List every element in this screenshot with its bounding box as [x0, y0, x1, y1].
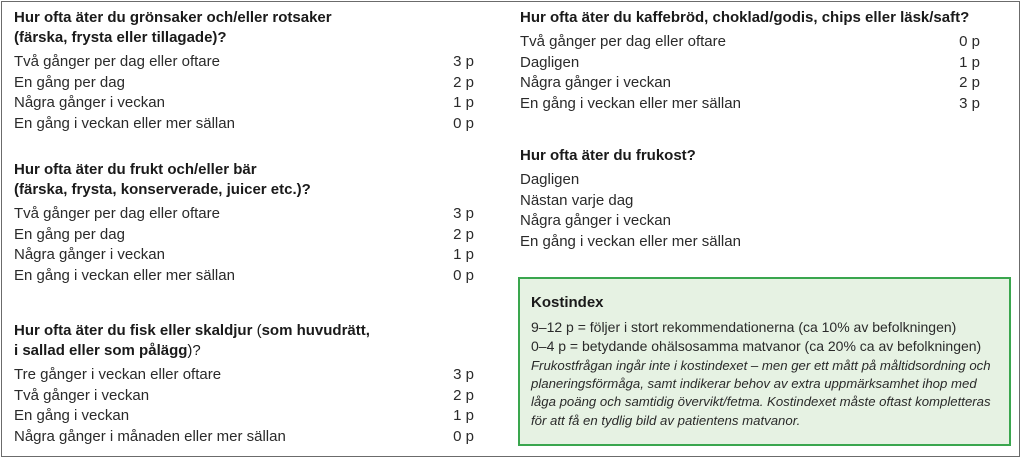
answer-option — [14, 204, 476, 225]
answer-points: 2 p — [453, 225, 474, 243]
answer-label: En gång i veckan eller mer sällan — [520, 94, 741, 112]
answer-points: 3 p — [959, 94, 980, 112]
answer-option — [14, 365, 476, 386]
answer-option — [520, 191, 982, 212]
answer-option — [14, 245, 476, 266]
answer-points: 2 p — [453, 73, 474, 91]
answer-option — [520, 170, 982, 191]
answer-option — [520, 32, 982, 53]
answer-label: Två gånger per dag eller oftare — [14, 53, 220, 70]
answer-points: 1 p — [453, 94, 474, 112]
answer-option — [14, 225, 476, 246]
answer-points: 3 p — [453, 53, 474, 70]
kostindex-note: Frukostfrågan ingår inte i kostindexet – men ger ett mått på måltidsordning och planeringsförmåga, samt indikerar behov av extra uppmärksamhet ihop med låga poäng och samtidig övervikt/fetma. Kostindexet måste oftast kompletteras för att få en tydlig bild av patientens matvanor. — [531, 358, 991, 428]
answer-points: 0 p — [453, 266, 474, 284]
answer-points: 2 p — [453, 386, 474, 404]
answer-option — [14, 386, 476, 407]
questionnaire-frame — [1, 1, 1020, 457]
answer-option — [14, 406, 476, 427]
answer-label: Två gånger per dag eller oftare — [520, 33, 726, 50]
answer-label: Några gånger i månaden eller mer sällan — [14, 427, 286, 445]
answer-points: 1 p — [453, 407, 474, 425]
answer-option — [520, 94, 982, 115]
answer-option — [14, 266, 476, 287]
answer-points: 2 p — [959, 74, 980, 92]
question-title-part: ( — [256, 322, 262, 339]
answer-label: En gång i veckan eller mer sällan — [14, 266, 235, 284]
answer-label: Några gånger i veckan — [520, 212, 671, 230]
question-breakfast — [520, 146, 982, 252]
question-vegetables — [14, 8, 476, 134]
question-title-line: (färska, frysta, konserverade, juicer etc.)? — [14, 181, 311, 198]
question-title-line: (färska, frysta eller tillagade)? — [14, 29, 227, 46]
question-title — [14, 8, 476, 48]
question-title — [14, 321, 476, 361]
question-title: Hur ofta äter du frukost? — [520, 147, 696, 164]
answer-label: Dagligen — [520, 53, 580, 71]
answer-points: 0 p — [453, 114, 474, 132]
answer-label: Några gånger i veckan — [14, 246, 165, 264]
answer-points: 3 p — [453, 366, 474, 383]
answer-option — [520, 53, 982, 74]
answer-label: Dagligen — [520, 171, 580, 188]
answer-label: Två gånger i veckan — [14, 386, 150, 404]
answer-points: 1 p — [453, 246, 474, 264]
question-title-part: Hur ofta äter du fisk eller skaldjur — [14, 322, 257, 339]
answer-label: Tre gånger i veckan eller oftare — [14, 366, 222, 383]
answer-label: En gång per dag — [14, 73, 125, 91]
kostindex-title: Kostindex — [531, 294, 604, 311]
answer-label: Några gånger i veckan — [520, 74, 671, 92]
answer-label: En gång per dag — [14, 225, 125, 243]
question-title-part: i sallad eller som pålägg — [14, 342, 188, 359]
answer-option — [520, 73, 982, 94]
question-fish — [14, 321, 476, 447]
answer-label: En gång i veckan eller mer sällan — [14, 114, 235, 132]
question-fruit — [14, 160, 476, 286]
answer-points: 1 p — [959, 53, 980, 71]
question-title-part: som huvudrätt, — [261, 322, 370, 339]
answer-option — [14, 73, 476, 94]
question-title-line — [14, 341, 476, 361]
kostindex-box — [518, 277, 1011, 446]
answer-label: En gång i veckan eller mer sällan — [520, 232, 741, 250]
answer-option — [14, 427, 476, 448]
question-title-line — [14, 321, 476, 341]
kostindex-score-high: 9–12 p = följer i stort rekommendationerna (ca 10% av befolkningen) — [531, 319, 957, 335]
question-title — [14, 160, 476, 200]
question-title-part: )? — [187, 342, 201, 359]
answer-points: 3 p — [453, 205, 474, 222]
answer-option — [14, 52, 476, 73]
answer-points: 0 p — [453, 427, 474, 445]
answer-label: En gång i veckan — [14, 407, 130, 425]
answer-option — [14, 93, 476, 114]
question-sweets — [520, 8, 982, 114]
answer-label: Några gånger i veckan — [14, 94, 165, 112]
kostindex-score-low: 0–4 p = betydande ohälsosamma matvanor (ca 20% ca av befolkningen) — [531, 337, 982, 354]
answer-option — [520, 211, 982, 232]
answer-label: Två gånger per dag eller oftare — [14, 205, 220, 222]
answer-points: 0 p — [959, 33, 980, 50]
question-title-line: Hur ofta äter du grönsaker och/eller rotsaker — [14, 9, 332, 26]
question-title-line: Hur ofta äter du frukt och/eller bär — [14, 161, 257, 178]
answer-label: Nästan varje dag — [520, 191, 634, 209]
answer-option — [14, 114, 476, 135]
question-title: Hur ofta äter du kaffebröd, choklad/godis, chips eller läsk/saft? — [520, 9, 970, 26]
answer-option — [520, 232, 982, 253]
